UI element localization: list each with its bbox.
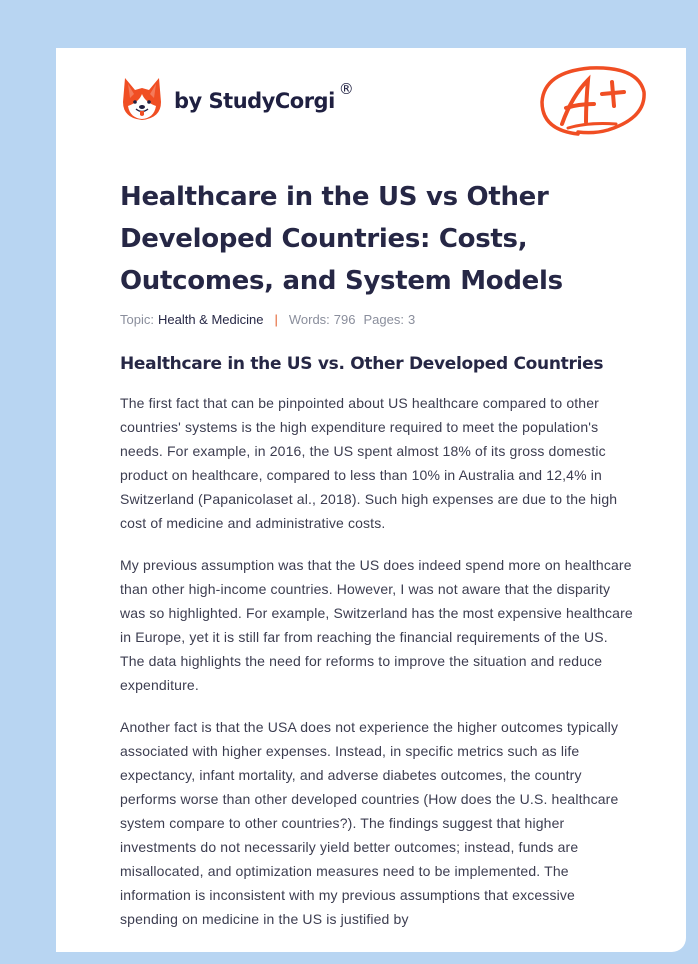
section-heading: Healthcare in the US vs. Other Developed Countries [120, 354, 604, 374]
words-label: Words: [288, 312, 330, 327]
topic-link[interactable]: Health & Medicine [157, 312, 264, 327]
a-plus-grade-icon [538, 60, 648, 140]
document-card [56, 48, 686, 952]
pages-label: Pages: [363, 312, 404, 327]
studycorgi-logo[interactable] [122, 76, 354, 122]
paragraph: Another fact is that the USA does not experience the higher outcomes typically associated with higher expenses. Instead, in specific metrics such as life expectancy, infant mortality, and adverse diabetes outcomes, the country performs worse than other developed countries (How does the U.S. healthcare system compare to other countries?). The findings suggest that higher investments do not necessarily yield better outcomes; instead, funds are misallocated, and optimization measures need to be implemented. The information is inconsistent with my previous assumptions that excessive spending on medicine in the US is justified by [120, 719, 619, 927]
registered-mark: ® [338, 80, 354, 98]
paragraph: The first fact that can be pinpointed about US healthcare compared to other countries' systems is the high expenditure required to meet the population's needs. For example, in 2016, the US spent almost 18% of its gross domestic product on healthcare, compared to less than 10% in Australia and 12,4% in Switzerland (Papanicolaset al., 2018). Such high expenses are due to the high cost of medicine and administrative costs. [120, 395, 618, 531]
brand-name: by StudyCorgi [174, 89, 335, 113]
article-body [120, 391, 636, 949]
pages-count: 3 [407, 312, 416, 327]
page-title: Healthcare in the US vs Other Developed Countries: Costs, Outcomes, and System Models [120, 182, 563, 296]
paragraph: My previous assumption was that the US does indeed spend more on healthcare than other high-income countries. However, I was not aware that the disparity was so highlighted. For example, Switzerland has the most expensive healthcare in Europe, yet it is still far from reaching the financial requirements of the US. The data highlights the need for reforms to improve the situation and reduce expenditure. [120, 557, 633, 693]
words-count: 796 [333, 312, 356, 327]
article-meta [120, 312, 415, 327]
meta-separator: | [274, 312, 278, 327]
topic-label: Topic: [120, 312, 154, 327]
corgi-icon [122, 76, 162, 122]
